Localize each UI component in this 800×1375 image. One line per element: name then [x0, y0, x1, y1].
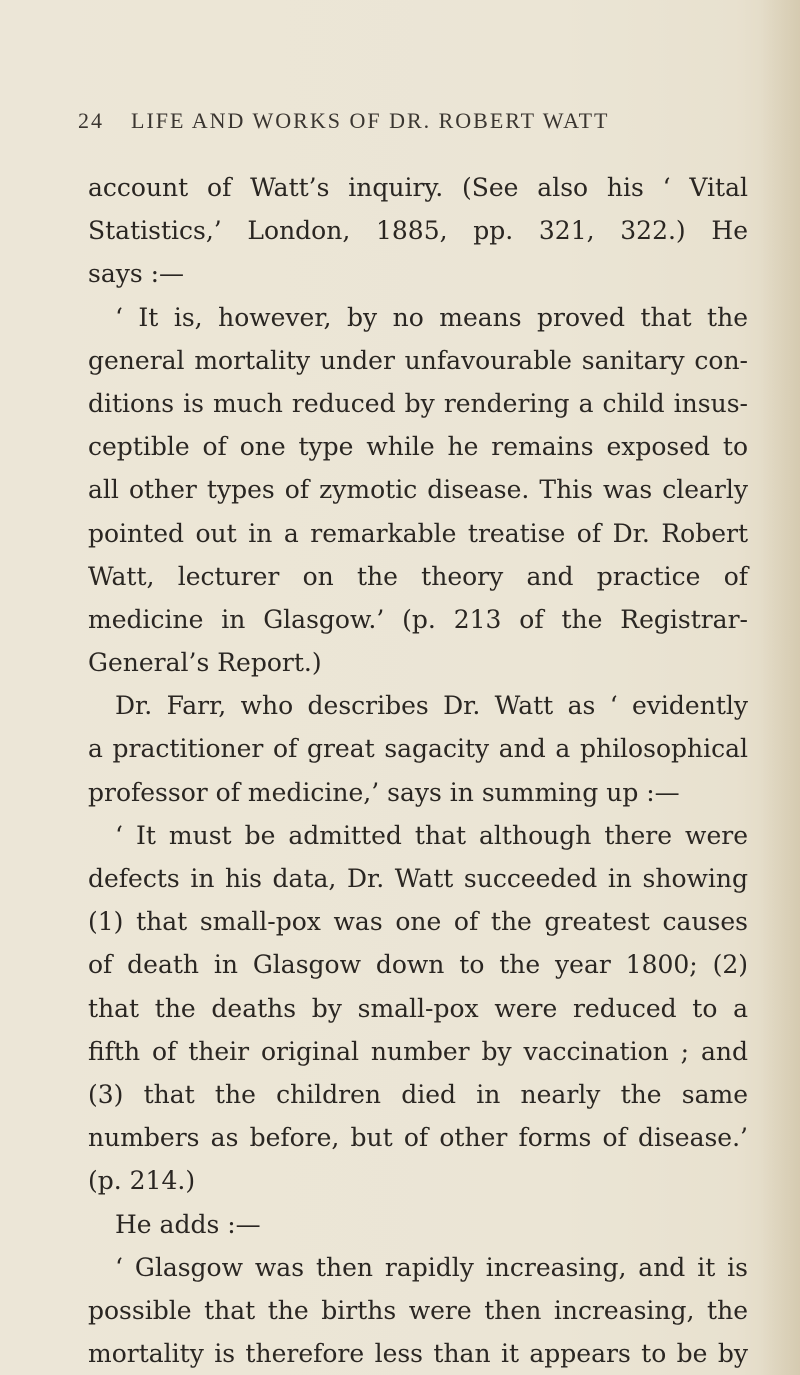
text-line: Dr. Farr, who describes Dr. Watt as ‘ evidently [115, 691, 748, 721]
text-line: pointed out in a remarkable treatise of Dr. Robert [88, 518, 748, 548]
text-line: General’s Report.) [88, 648, 322, 678]
text-line: ditions is much reduced by rendering a child insus- [88, 388, 748, 418]
text-line: Watt, lecturer on the theory and practice of [88, 561, 748, 591]
text-line: account of Watt’s inquiry. (See also his ‘ Vital [88, 173, 748, 202]
text-line: all other types of zymotic disease. This was clearly [88, 475, 748, 505]
running-title: LIFE AND WORKS OF DR. ROBERT WATT [131, 108, 610, 133]
text-line: fifth of their original number by vaccination ; and [88, 1036, 748, 1066]
text-line: numbers as before, but of other forms of disease.’ [88, 1123, 748, 1153]
text-line: ‘ It must be admitted that although there were [115, 820, 748, 850]
text-line: (1) that small-pox was one of the greatest causes [88, 907, 748, 937]
text-line: professor of medicine,’ says in summing up :— [88, 777, 680, 807]
text-line: defects in his data, Dr. Watt succeeded in showing [88, 864, 748, 893]
text-line: medicine in Glasgow.’ (p. 213 of the Registrar- [88, 604, 748, 634]
text-line: a practitioner of great sagacity and a philosophical [88, 734, 748, 764]
text-line: ceptible of one type while he remains exposed to [88, 432, 748, 462]
running-head [78, 108, 728, 138]
text-line: (p. 214.) [88, 1166, 196, 1196]
page-edge-shading [760, 0, 800, 1375]
text-line: of death in Glasgow down to the year 1800; (2) [88, 950, 748, 980]
text-line: ‘ Glasgow was then rapidly increasing, and it is [115, 1252, 748, 1282]
text-line: Statistics,’ London, 1885, pp. 321, 322.) He [88, 216, 748, 246]
text-line: that the deaths by small-pox were reduced to a [88, 993, 748, 1023]
text-line: (3) that the children died in nearly the same [88, 1079, 748, 1109]
text-line: says :— [88, 259, 185, 289]
text-line: mortality is therefore less than it appears to be by [88, 1339, 748, 1369]
page-number: 24 [78, 108, 104, 133]
text-line: general mortality under unfavourable sanitary con- [88, 345, 748, 375]
text-line: He adds :— [115, 1209, 261, 1239]
text-line: possible that the births were then increasing, the [88, 1295, 748, 1325]
text-line: ‘ It is, however, by no means proved that the [115, 302, 748, 332]
body-text [88, 166, 748, 1375]
